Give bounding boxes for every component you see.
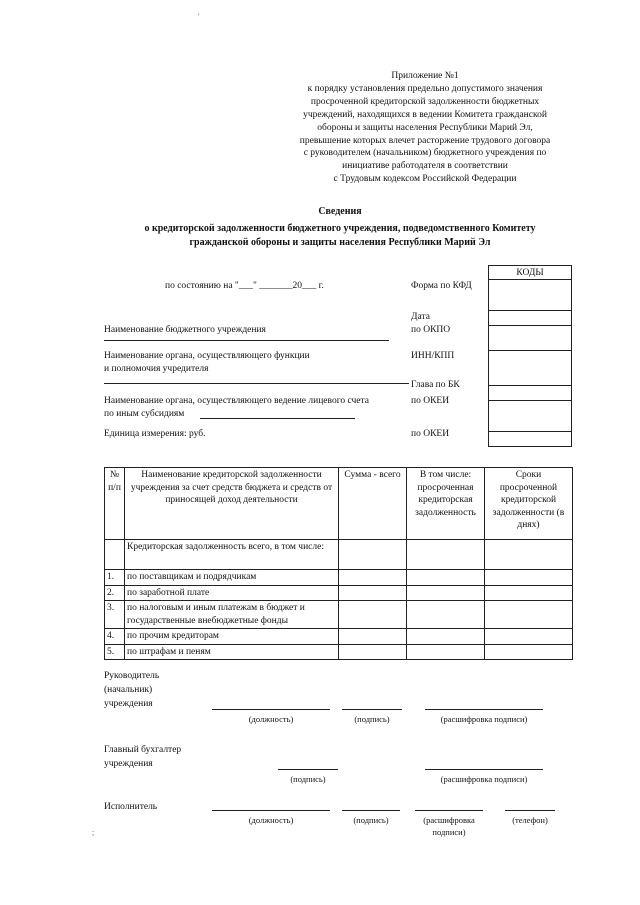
row-days-cell[interactable] (485, 540, 573, 570)
row-total-cell[interactable] (339, 629, 407, 645)
row-number (105, 540, 125, 570)
appendix-line: превышение которых влечет расторжение трудового договора (299, 135, 551, 146)
code-okei[interactable] (489, 401, 572, 432)
row-total-cell[interactable] (339, 585, 407, 601)
codes-header: КОДЫ (489, 266, 572, 280)
row-overdue-cell[interactable] (407, 629, 485, 645)
row-days-cell[interactable] (485, 629, 573, 645)
code-date[interactable] (489, 311, 572, 326)
row-number: 1. (105, 570, 125, 586)
col-name: Наименование кредиторской задолженности учреждения за счет средств бюджета и средств от приносящей доход деятельности (125, 468, 339, 540)
appendix-line: к порядку установления предельно допустимого значения (307, 83, 543, 94)
executor-phone-caption: (телефон) (512, 815, 548, 825)
executor-signature-caption: (подпись) (353, 815, 389, 825)
code-inn-kpp[interactable] (489, 351, 572, 386)
row-total-cell[interactable] (339, 601, 407, 629)
as-of-date: по состоянию на "___" _______20___ г. (165, 281, 324, 291)
scan-speck: ' (198, 12, 200, 21)
row-total-cell[interactable] (339, 644, 407, 660)
row-name: по поставщикам и подрядчикам (125, 570, 339, 586)
appendix-line: с руководителем (начальником) бюджетного учреждения по (303, 148, 547, 159)
row-name: по заработной плате (125, 585, 339, 601)
row-days-cell[interactable] (485, 570, 573, 586)
appendix-block (255, 70, 595, 186)
scan-speck: ; (92, 828, 95, 837)
unit-label: Единица измерения: руб. (104, 429, 206, 439)
document-title: Сведения (318, 206, 362, 217)
row-days-cell[interactable] (485, 585, 573, 601)
founder-organ-line[interactable] (104, 383, 409, 384)
executor-label: Исполнитель (104, 802, 158, 812)
table-row (105, 629, 573, 645)
appendix-line: учреждений, находящихся в ведении Комитета гражданской (303, 109, 547, 120)
document-subtitle-1: о кредиторской задолженности бюджетного учреждения, подведомственного Комитету (144, 223, 536, 234)
appendix-line: обороны и защиты населения Республики Марий Эл, (317, 122, 533, 133)
chief-accountant-label-2: учреждения (104, 759, 153, 769)
head-decode-caption: (расшифровка подписи) (440, 714, 528, 724)
table-row (105, 570, 573, 586)
row-name: по прочим кредиторам (125, 629, 339, 645)
table-row (105, 601, 573, 629)
head-label-3: учреждения (104, 699, 153, 709)
head-label-1: Руководитель (104, 671, 160, 681)
founder-organ-label-1: Наименование органа, осуществляющего функции (104, 351, 310, 361)
row-overdue-cell[interactable] (407, 644, 485, 660)
appendix-heading: Приложение №1 (391, 71, 459, 81)
executor-decode-caption-2: подписи) (432, 827, 466, 837)
form-kfd-label: Форма по КФД (411, 281, 472, 291)
code-glava-bk[interactable] (489, 386, 572, 401)
account-organ-label-1: Наименование органа, осуществляющего ведение лицевого счета (104, 396, 369, 406)
row-overdue-cell[interactable] (407, 570, 485, 586)
appendix-line: просроченной кредиторской задолженности бюджетных (310, 96, 540, 107)
row-overdue-cell[interactable] (407, 585, 485, 601)
institution-name-line[interactable] (104, 340, 389, 341)
executor-signature-line[interactable] (342, 810, 400, 811)
row-number: 5. (105, 644, 125, 660)
head-position-line[interactable] (212, 709, 330, 710)
row-name: Кредиторская задолженность всего, в том числе: (125, 540, 339, 570)
row-total-cell[interactable] (339, 570, 407, 586)
creditor-debt-table (104, 467, 573, 660)
executor-position-line[interactable] (212, 810, 330, 811)
table-row (105, 585, 573, 601)
head-position-caption: (должность) (248, 714, 294, 724)
code-form-kfd[interactable] (489, 280, 572, 311)
row-overdue-cell[interactable] (407, 601, 485, 629)
executor-position-caption: (должность) (248, 815, 294, 825)
executor-decode-line[interactable] (415, 810, 483, 811)
account-organ-line[interactable] (200, 418, 355, 419)
founder-organ-label-2: и полномочия учредителя (104, 364, 209, 374)
institution-name-label: Наименование бюджетного учреждения (104, 325, 266, 335)
glava-bk-label: Глава по БК (411, 380, 460, 390)
code-okei-2[interactable] (489, 432, 572, 447)
row-overdue-cell[interactable] (407, 540, 485, 570)
account-organ-label-2: по иным субсидиям (104, 409, 185, 419)
row-days-cell[interactable] (485, 644, 573, 660)
col-number: № п/п (105, 468, 125, 540)
head-label-2: (начальник) (104, 685, 153, 695)
col-total: Сумма - всего (339, 468, 407, 540)
table-row (105, 540, 573, 570)
chief-decode-line[interactable] (425, 769, 543, 770)
okei-label-2: по ОКЕИ (411, 429, 450, 439)
row-days-cell[interactable] (485, 601, 573, 629)
row-number: 3. (105, 601, 125, 629)
row-name: по штрафам и пеням (125, 644, 339, 660)
chief-accountant-label-1: Главный бухгалтер (104, 745, 182, 755)
code-okpo[interactable] (489, 326, 572, 351)
table-row (105, 644, 573, 660)
date-label: Дата (411, 312, 430, 322)
chief-signature-caption: (подпись) (290, 774, 326, 784)
appendix-line: инициативе работодателя в соответствии (342, 161, 508, 172)
chief-signature-line[interactable] (278, 769, 338, 770)
codes-table (488, 265, 572, 447)
head-signature-line[interactable] (342, 709, 402, 710)
okpo-label: по ОКПО (411, 325, 451, 335)
head-decode-line[interactable] (425, 709, 543, 710)
document-subtitle-2: гражданской обороны и защиты населения Республики Марий Эл (189, 237, 491, 248)
executor-phone-line[interactable] (505, 810, 555, 811)
appendix-line: с Трудовым кодексом Российской Федерации (333, 174, 517, 185)
row-name: по налоговым и иным платежам в бюджет и государственные внебюджетные фонды (125, 601, 339, 629)
row-total-cell[interactable] (339, 540, 407, 570)
row-number: 4. (105, 629, 125, 645)
inn-kpp-label: ИНН/КПП (411, 351, 455, 361)
executor-decode-caption-1: (расшифровка (423, 815, 475, 825)
row-number: 2. (105, 585, 125, 601)
chief-decode-caption: (расшифровка подписи) (440, 774, 528, 784)
col-overdue-days: Сроки просроченной кредиторской задолженности (в днях) (485, 468, 573, 540)
head-signature-caption: (подпись) (354, 714, 390, 724)
okei-label: по ОКЕИ (411, 396, 450, 406)
col-overdue: В том числе: просроченная кредиторская задолженность (407, 468, 485, 540)
